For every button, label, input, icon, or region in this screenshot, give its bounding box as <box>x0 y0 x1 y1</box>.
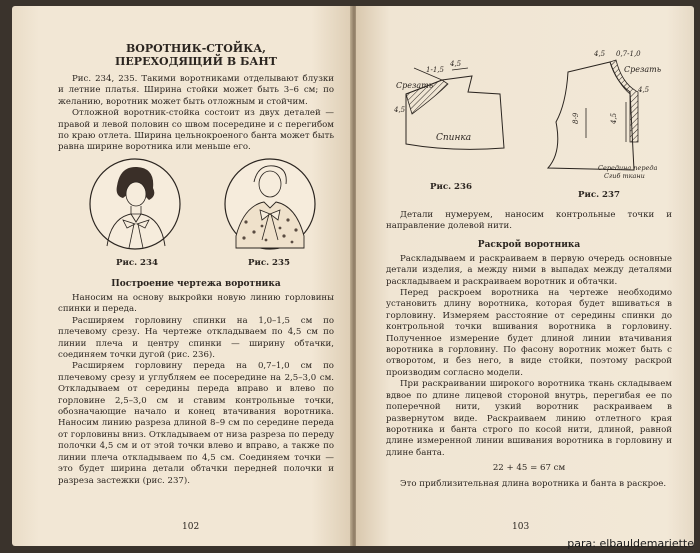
measure-4-5-237: 4,5 <box>594 50 606 58</box>
measure-8-9: 8-9 <box>572 112 580 124</box>
figure-236-caption: Рис. 236 <box>430 182 472 192</box>
figure-234-illustration <box>87 156 183 252</box>
measure-4-5-side: 4,5 <box>394 106 406 114</box>
paragraph-3: Наносим на основу выкройки новую линию горловины спинки и переда. <box>58 293 334 315</box>
right-paragraph-3: Перед раскроем воротника на чертеже необходимо установить длину воротника, которая будет вшиваться в горловину. Измеряем расстояние от середины спинки до контрольной точки вшивания воротника в горловину. Полученное измерение будет длиной линии втачивания воротника в горловину. По фасону воротник может быть с отворотом, и без него, в виде стойки, поэтому раскрой производим согласно модели. <box>386 288 672 378</box>
title-line-2: ПЕРЕХОДЯЩИЙ В БАНТ <box>115 55 277 68</box>
page-number-right: 103 <box>512 522 530 532</box>
page-number-left: 102 <box>182 522 200 532</box>
right-page <box>356 6 694 546</box>
measure-1-1-5: 1-1,5 <box>426 66 444 74</box>
paragraph-4: Расширяем горловину спинки на 1,0–1,5 см по плечевому срезу. На чертеже откладываем по 4,5 см по линии плеча и центру спинки — ширину обтачки, соединяем точки дугой (рис. 236). <box>58 315 334 361</box>
figure-237-drawing <box>538 42 678 182</box>
left-page <box>12 6 352 546</box>
right-paragraph-5: Это приблизительная длина воротника и банта в раскрое. <box>400 478 667 489</box>
figure-234-caption: Рис. 234 <box>116 258 158 268</box>
figure-235-illustration <box>222 156 318 252</box>
label-seredina-pereda: Середина переда <box>598 164 658 172</box>
label-srezat-236: Срезать <box>396 81 434 90</box>
subtitle-drafting: Построение чертежа воротника <box>111 279 281 289</box>
formula: 22 + 45 = 67 см <box>492 463 566 474</box>
right-paragraph-2: Раскладываем и раскраиваем в первую очередь основные детали изделия, а между ними в выпадах между деталями раскладываем и раскраиваем воротник и обтачки. <box>386 253 672 287</box>
measure-4-5-inner: 4,5 <box>610 112 618 124</box>
subtitle-cutting: Раскрой воротника <box>477 239 581 250</box>
measure-0-7-1-0: 0,7-1,0 <box>616 50 641 58</box>
label-spinka: Спинка <box>436 133 472 143</box>
label-sgib-tkani: Сгиб ткани <box>604 172 645 180</box>
right-paragraph-4: При раскраивании широкого воротника ткань складываем вдвое по длине лицевой стороной внутрь, перегибая ее по поперечной нити, узкий воротник раскраиваем в развернутом виде. Раскраиваем линию отлетного края воротника и банта строго по косой нити, длиной, равной длине измеренной линии вшивания воротника в горловину и длине банта. <box>386 379 672 458</box>
watermark: para: elbauldemariette <box>567 537 694 550</box>
intro-paragraph: Рис. 234, 235. Такими воротниками отделывают блузки и летние платья. Ширина стойки может быть 3–6 см; по желанию, воротник может быть отложным и стойчим. <box>58 74 334 107</box>
paragraph-2: Отложной воротник-стойка состоит из двух деталей — правой и левой половин со швом посередине и с перегибом по краю отлета. Ширина цельнокроеного банта может быть равна ширине воротника или меньше его. <box>58 108 334 153</box>
figure-235-caption: Рис. 235 <box>248 258 290 268</box>
paragraph-5: Расширяем горловину переда на 0,7–1,0 см по плечевому срезу и углубляем ее посередине на 2,5–3,0 см. Откладываем от середины переда вправо и влево по горловине 2,5–3,0 см и ставим контрольные точки, обозначающие начало и конец втачивания воротника. Наносим линию разреза длиной 8–9 см по середине переда от горловины вниз. Откладываем от низа разреза по переду полочки 4,5 см и от этой точки влево и вправо, а также по линии плеча откладываем по 4,5 см. Соединяем точки — это будет ширина детали обтачки передней полочки и разреза застежки (рис. 237). <box>58 361 334 486</box>
right-paragraph-1: Детали нумеруем, наносим контрольные точки и направление долевой нити. <box>386 210 672 232</box>
measure-4-5-right: 4,5 <box>638 86 650 94</box>
figure-236-drawing <box>392 48 532 178</box>
title-line-1: ВОРОТНИК-СТОЙКА, <box>126 42 266 55</box>
label-srezat-237: Срезать <box>624 65 662 74</box>
figure-237-caption: Рис. 237 <box>578 190 620 200</box>
measure-4-5-top: 4,5 <box>450 60 462 68</box>
